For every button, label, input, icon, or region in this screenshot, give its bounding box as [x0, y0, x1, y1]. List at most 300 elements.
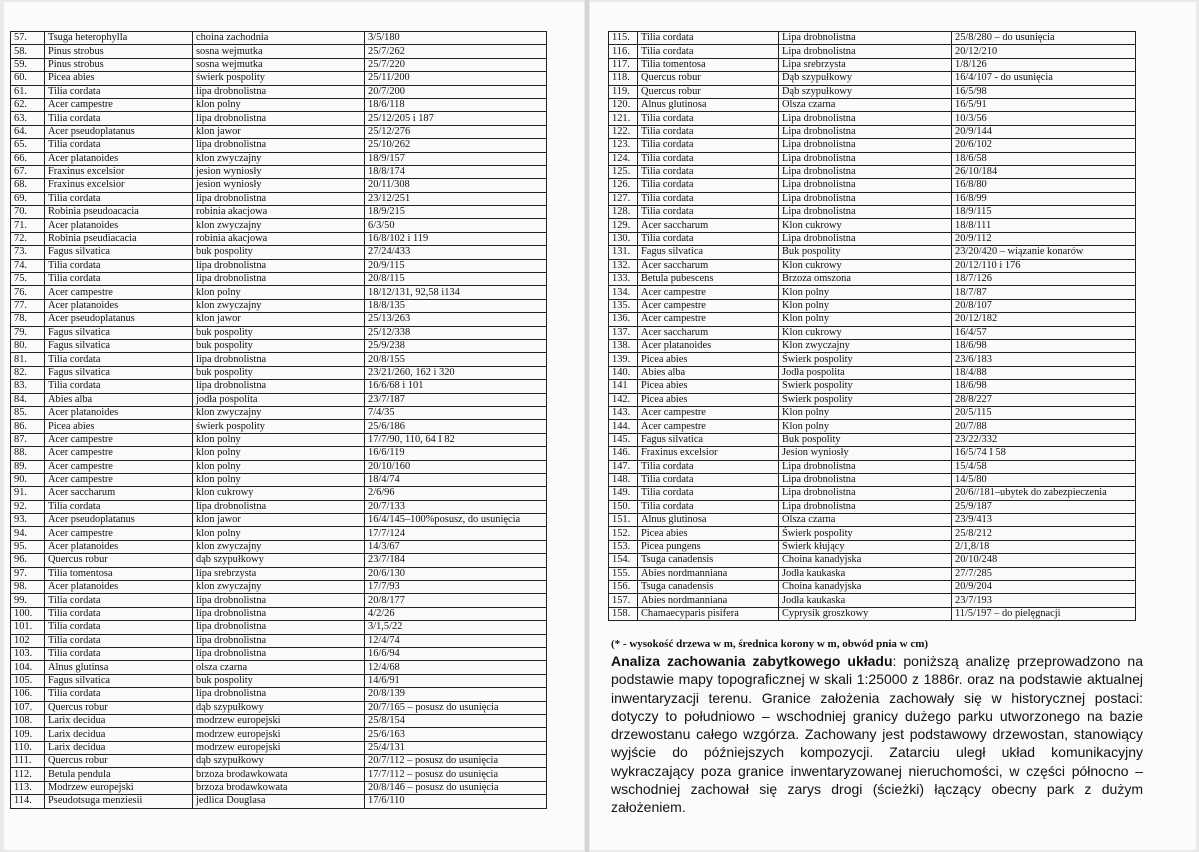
table-row: [11, 98, 547, 111]
table-row: [11, 755, 547, 768]
latin-name-cell: Robinia pseudoacacia: [45, 206, 193, 219]
table-row: [11, 339, 547, 352]
polish-name-cell: Lipa drobnolistna: [779, 45, 952, 58]
dimensions-cell: 20/7/133: [365, 500, 547, 513]
latin-name-cell: Abies nordmanniana: [638, 594, 779, 607]
table-row: [11, 152, 547, 165]
dimensions-cell: 17/7/124: [365, 527, 547, 540]
dimensions-cell: 16/8/80: [952, 179, 1136, 192]
row-number-cell: 157.: [609, 594, 638, 607]
latin-name-cell: Tilia tomentosa: [638, 58, 779, 71]
polish-name-cell: jedlica Douglasa: [193, 795, 365, 808]
dimensions-cell: 18/8/111: [952, 219, 1136, 232]
polish-name-cell: Jesion wyniosły: [779, 447, 952, 460]
polish-name-cell: klon zwyczajny: [193, 152, 365, 165]
polish-name-cell: Jodła pospolita: [779, 366, 952, 379]
row-number-cell: 92.: [11, 500, 45, 513]
latin-name-cell: Tilia cordata: [45, 634, 193, 647]
table-row: [11, 45, 547, 58]
dimensions-cell: 20/6/130: [365, 567, 547, 580]
dimensions-cell: 20/6/102: [952, 139, 1136, 152]
latin-name-cell: Pseudotsuga menziesii: [45, 795, 193, 808]
polish-name-cell: Lipa drobnolistna: [779, 165, 952, 178]
latin-name-cell: Tsuga canadensis: [638, 554, 779, 567]
row-number-cell: 143.: [609, 406, 638, 419]
dimensions-cell: 16/8/99: [952, 192, 1136, 205]
dimensions-cell: 26/10/184: [952, 165, 1136, 178]
dimensions-cell: 18/8/174: [365, 165, 547, 178]
polish-name-cell: klon polny: [193, 460, 365, 473]
row-number-cell: 145.: [609, 433, 638, 446]
polish-name-cell: robinia akacjowa: [193, 232, 365, 245]
row-number-cell: 146.: [609, 447, 638, 460]
row-number-cell: 79.: [11, 326, 45, 339]
dimensions-cell: 18/7/87: [952, 286, 1136, 299]
row-number-cell: 121.: [609, 112, 638, 125]
latin-name-cell: Tilia cordata: [638, 473, 779, 486]
polish-name-cell: lipa drobnolistna: [193, 647, 365, 660]
polish-name-cell: Świerk pospolity: [779, 353, 952, 366]
table-row: [609, 339, 1136, 352]
latin-name-cell: Fraxinus excelsior: [638, 447, 779, 460]
latin-name-cell: Fagus silvatica: [638, 246, 779, 259]
table-row: [11, 206, 547, 219]
row-number-cell: 119.: [609, 85, 638, 98]
table-row: [11, 393, 547, 406]
row-number-cell: 155.: [609, 567, 638, 580]
row-number-cell: 80.: [11, 339, 45, 352]
dimensions-cell: 20/8/177: [365, 594, 547, 607]
dimensions-cell: 17/6/110: [365, 795, 547, 808]
table-row: [11, 313, 547, 326]
dimensions-cell: 25/12/276: [365, 125, 547, 138]
table-row: [11, 581, 547, 594]
latin-name-cell: Acer saccharum: [638, 259, 779, 272]
polish-name-cell: Świerk pospolity: [779, 380, 952, 393]
dimensions-cell: 3/5/180: [365, 32, 547, 45]
polish-name-cell: Klon polny: [779, 286, 952, 299]
table-row: [609, 72, 1136, 85]
table-row: [11, 607, 547, 620]
latin-name-cell: Tilia cordata: [45, 139, 193, 152]
polish-name-cell: klon zwyczajny: [193, 581, 365, 594]
dimensions-cell: 20/6//181–ubytek do zabezpieczenia: [952, 487, 1136, 500]
polish-name-cell: Klon polny: [779, 420, 952, 433]
row-number-cell: 103.: [11, 647, 45, 660]
latin-name-cell: Acer platanoides: [45, 581, 193, 594]
polish-name-cell: klon polny: [193, 473, 365, 486]
table-row: [11, 259, 547, 272]
dimensions-cell: 18/9/215: [365, 206, 547, 219]
row-number-cell: 116.: [609, 45, 638, 58]
table-row: [609, 139, 1136, 152]
row-number-cell: 95.: [11, 540, 45, 553]
dimensions-cell: 23/21/260, 162 i 320: [365, 366, 547, 379]
polish-name-cell: klon polny: [193, 98, 365, 111]
latin-name-cell: Tilia cordata: [45, 85, 193, 98]
latin-name-cell: Quercus robur: [45, 554, 193, 567]
polish-name-cell: buk pospolity: [193, 366, 365, 379]
latin-name-cell: Betula pubescens: [638, 273, 779, 286]
table-row: [609, 567, 1136, 580]
row-number-cell: 131.: [609, 246, 638, 259]
polish-name-cell: lipa drobnolistna: [193, 259, 365, 272]
dimensions-cell: 12/4/68: [365, 661, 547, 674]
row-number-cell: 107.: [11, 701, 45, 714]
polish-name-cell: świerk pospolity: [193, 72, 365, 85]
table-row: [11, 139, 547, 152]
row-number-cell: 139.: [609, 353, 638, 366]
table-row: [11, 701, 547, 714]
latin-name-cell: Fagus silvatica: [45, 246, 193, 259]
polish-name-cell: brzoza brodawkowata: [193, 768, 365, 781]
row-number-cell: 75.: [11, 273, 45, 286]
latin-name-cell: Picea abies: [638, 353, 779, 366]
dimensions-cell: 25/4/131: [365, 741, 547, 754]
latin-name-cell: Tilia cordata: [45, 647, 193, 660]
dimensions-cell: 28/8/227: [952, 393, 1136, 406]
dimensions-cell: 18/9/115: [952, 206, 1136, 219]
table-row: [609, 581, 1136, 594]
polish-name-cell: robinia akacjowa: [193, 206, 365, 219]
dimensions-cell: 23/6/183: [952, 353, 1136, 366]
latin-name-cell: Acer platanoides: [638, 339, 779, 352]
row-number-cell: 94.: [11, 527, 45, 540]
latin-name-cell: Tilia cordata: [45, 607, 193, 620]
row-number-cell: 65.: [11, 139, 45, 152]
polish-name-cell: klon polny: [193, 433, 365, 446]
table-row: [609, 326, 1136, 339]
row-number-cell: 113.: [11, 781, 45, 794]
polish-name-cell: jesion wyniosły: [193, 165, 365, 178]
table-row: [11, 500, 547, 513]
dimensions-cell: 20/9/144: [952, 125, 1136, 138]
polish-name-cell: olsza czarna: [193, 661, 365, 674]
polish-name-cell: lipa drobnolistna: [193, 594, 365, 607]
latin-name-cell: Tilia cordata: [638, 192, 779, 205]
table-row: [11, 487, 547, 500]
table-row: [11, 781, 547, 794]
latin-name-cell: Acer campestre: [45, 286, 193, 299]
row-number-cell: 108.: [11, 714, 45, 727]
row-number-cell: 126.: [609, 179, 638, 192]
table-row: [609, 607, 1136, 620]
row-number-cell: 69.: [11, 192, 45, 205]
latin-name-cell: Picea abies: [45, 72, 193, 85]
latin-name-cell: Tilia cordata: [638, 206, 779, 219]
polish-name-cell: klon zwyczajny: [193, 219, 365, 232]
latin-name-cell: Acer campestre: [45, 473, 193, 486]
latin-name-cell: Acer campestre: [45, 460, 193, 473]
latin-name-cell: Chamaecyparis pisifera: [638, 607, 779, 620]
row-number-cell: 128.: [609, 206, 638, 219]
latin-name-cell: Acer saccharum: [638, 219, 779, 232]
dimensions-cell: 16/5/74 I 58: [952, 447, 1136, 460]
latin-name-cell: Acer platanoides: [45, 406, 193, 419]
table-row: [11, 286, 547, 299]
latin-name-cell: Modrzew europejski: [45, 781, 193, 794]
dimensions-cell: 15/4/58: [952, 460, 1136, 473]
row-number-cell: 140.: [609, 366, 638, 379]
latin-name-cell: Acer campestre: [638, 406, 779, 419]
dimensions-cell: 20/10/160: [365, 460, 547, 473]
table-row: [609, 286, 1136, 299]
dimensions-cell: 20/8/115: [365, 273, 547, 286]
latin-name-cell: Tilia tomentosa: [45, 567, 193, 580]
table-row: [11, 32, 547, 45]
table-row: [609, 85, 1136, 98]
polish-name-cell: choina zachodnia: [193, 32, 365, 45]
row-number-cell: 122.: [609, 125, 638, 138]
row-number-cell: 112.: [11, 768, 45, 781]
row-number-cell: 151.: [609, 514, 638, 527]
latin-name-cell: Tilia cordata: [45, 192, 193, 205]
table-row: [11, 460, 547, 473]
table-row: [609, 232, 1136, 245]
polish-name-cell: lipa drobnolistna: [193, 353, 365, 366]
dimensions-cell: 16/5/91: [952, 98, 1136, 111]
row-number-cell: 100.: [11, 607, 45, 620]
latin-name-cell: Tilia cordata: [45, 621, 193, 634]
table-row: [11, 540, 547, 553]
polish-name-cell: jesion wyniosły: [193, 179, 365, 192]
latin-name-cell: Acer platanoides: [45, 540, 193, 553]
analysis-paragraph: [611, 652, 1143, 817]
table-row: [609, 500, 1136, 513]
table-row: [609, 487, 1136, 500]
latin-name-cell: Acer campestre: [45, 98, 193, 111]
latin-name-cell: Acer campestre: [638, 420, 779, 433]
dimensions-footnote: (* - wysokość drzewa w m, średnica korony w m, obwód pnia w cm): [611, 638, 929, 650]
latin-name-cell: Fagus silvatica: [638, 433, 779, 446]
dimensions-cell: 16/4/145–100%posusz, do usunięcia: [365, 514, 547, 527]
table-row: [11, 768, 547, 781]
polish-name-cell: Klon polny: [779, 299, 952, 312]
polish-name-cell: brzoza brodawkowata: [193, 781, 365, 794]
latin-name-cell: Fagus silvatica: [45, 674, 193, 687]
polish-name-cell: lipa drobnolistna: [193, 139, 365, 152]
table-row: [609, 219, 1136, 232]
latin-name-cell: Picea abies: [638, 380, 779, 393]
polish-name-cell: klon zwyczajny: [193, 299, 365, 312]
polish-name-cell: Lipa drobnolistna: [779, 232, 952, 245]
polish-name-cell: Dąb szypułkowy: [779, 72, 952, 85]
row-number-cell: 93.: [11, 514, 45, 527]
polish-name-cell: Klon polny: [779, 406, 952, 419]
table-row: [11, 634, 547, 647]
row-number-cell: 147.: [609, 460, 638, 473]
row-number-cell: 105.: [11, 674, 45, 687]
table-row: [11, 366, 547, 379]
table-row: [11, 433, 547, 446]
row-number-cell: 88.: [11, 447, 45, 460]
row-number-cell: 104.: [11, 661, 45, 674]
latin-name-cell: Tsuga canadensis: [638, 581, 779, 594]
row-number-cell: 148.: [609, 473, 638, 486]
table-row: [11, 273, 547, 286]
table-row: [11, 406, 547, 419]
table-row: [609, 45, 1136, 58]
dimensions-cell: 23/12/251: [365, 192, 547, 205]
row-number-cell: 152.: [609, 527, 638, 540]
row-number-cell: 118.: [609, 72, 638, 85]
dimensions-cell: 20/8/107: [952, 299, 1136, 312]
table-row: [11, 674, 547, 687]
latin-name-cell: Fagus silvatica: [45, 339, 193, 352]
latin-name-cell: Tilia cordata: [638, 179, 779, 192]
dimensions-cell: 23/9/413: [952, 514, 1136, 527]
row-number-cell: 133.: [609, 273, 638, 286]
latin-name-cell: Abies alba: [45, 393, 193, 406]
dimensions-cell: 16/8/102 i 119: [365, 232, 547, 245]
row-number-cell: 78.: [11, 313, 45, 326]
table-row: [11, 420, 547, 433]
table-row: [609, 447, 1136, 460]
table-row: [11, 514, 547, 527]
row-number-cell: 124.: [609, 152, 638, 165]
row-number-cell: 83.: [11, 380, 45, 393]
dimensions-cell: 16/6/94: [365, 647, 547, 660]
latin-name-cell: Picea abies: [638, 393, 779, 406]
dimensions-cell: 27/24/433: [365, 246, 547, 259]
dimensions-cell: 20/10/248: [952, 554, 1136, 567]
polish-name-cell: lipa drobnolistna: [193, 85, 365, 98]
row-number-cell: 72.: [11, 232, 45, 245]
dimensions-cell: 18/4/88: [952, 366, 1136, 379]
table-row: [11, 567, 547, 580]
dimensions-cell: 25/7/262: [365, 45, 547, 58]
latin-name-cell: Larix decidua: [45, 728, 193, 741]
dimensions-cell: 20/12/210: [952, 45, 1136, 58]
table-row: [11, 728, 547, 741]
polish-name-cell: Cyprysik groszkowy: [779, 607, 952, 620]
table-row: [11, 232, 547, 245]
row-number-cell: 57.: [11, 32, 45, 45]
dimensions-cell: 25/12/338: [365, 326, 547, 339]
dimensions-cell: 25/8/154: [365, 714, 547, 727]
table-row: [609, 125, 1136, 138]
table-row: [609, 554, 1136, 567]
row-number-cell: 62.: [11, 98, 45, 111]
polish-name-cell: Olsza czarna: [779, 98, 952, 111]
dimensions-cell: 20/12/110 i 176: [952, 259, 1136, 272]
dimensions-cell: 18/6/98: [952, 380, 1136, 393]
row-number-cell: 98.: [11, 581, 45, 594]
dimensions-cell: 14/5/80: [952, 473, 1136, 486]
row-number-cell: 90.: [11, 473, 45, 486]
table-row: [11, 219, 547, 232]
polish-name-cell: Lipa drobnolistna: [779, 473, 952, 486]
dimensions-cell: 14/3/67: [365, 540, 547, 553]
table-row: [609, 380, 1136, 393]
table-row: [11, 741, 547, 754]
latin-name-cell: Fraxinus excelsior: [45, 165, 193, 178]
row-number-cell: 127.: [609, 192, 638, 205]
polish-name-cell: Lipa drobnolistna: [779, 460, 952, 473]
polish-name-cell: lipa drobnolistna: [193, 688, 365, 701]
latin-name-cell: Tsuga heterophylla: [45, 32, 193, 45]
row-number-cell: 129.: [609, 219, 638, 232]
polish-name-cell: lipa drobnolistna: [193, 500, 365, 513]
latin-name-cell: Acer campestre: [45, 447, 193, 460]
row-number-cell: 101.: [11, 621, 45, 634]
table-row: [609, 112, 1136, 125]
tree-inventory-table-right: [608, 31, 1136, 621]
latin-name-cell: Tilia cordata: [638, 45, 779, 58]
dimensions-cell: 20/9/112: [952, 232, 1136, 245]
polish-name-cell: modrzew europejski: [193, 741, 365, 754]
row-number-cell: 115.: [609, 32, 638, 45]
latin-name-cell: Acer saccharum: [638, 326, 779, 339]
table-row: [609, 527, 1136, 540]
table-row: [609, 98, 1136, 111]
polish-name-cell: dąb szypułkowy: [193, 554, 365, 567]
latin-name-cell: Acer pseudoplatanus: [45, 125, 193, 138]
polish-name-cell: Buk pospolity: [779, 246, 952, 259]
latin-name-cell: Fagus silvatica: [45, 326, 193, 339]
polish-name-cell: Lipa drobnolistna: [779, 125, 952, 138]
row-number-cell: 97.: [11, 567, 45, 580]
table-row: [609, 299, 1136, 312]
dimensions-cell: 20/7/165 – posusz do usunięcia: [365, 701, 547, 714]
dimensions-cell: 7/4/35: [365, 406, 547, 419]
row-number-cell: 58.: [11, 45, 45, 58]
row-number-cell: 74.: [11, 259, 45, 272]
table-row: [609, 246, 1136, 259]
row-number-cell: 91.: [11, 487, 45, 500]
latin-name-cell: Tilia cordata: [638, 139, 779, 152]
latin-name-cell: Abies alba: [638, 366, 779, 379]
row-number-cell: 150.: [609, 500, 638, 513]
table-row: [11, 353, 547, 366]
table-row: [11, 527, 547, 540]
row-number-cell: 156.: [609, 581, 638, 594]
table-row: [11, 246, 547, 259]
polish-name-cell: dąb szypułkowy: [193, 701, 365, 714]
dimensions-cell: 20/9/115: [365, 259, 547, 272]
latin-name-cell: Robinia pseudiacacia: [45, 232, 193, 245]
dimensions-cell: 25/13/263: [365, 313, 547, 326]
polish-name-cell: klon zwyczajny: [193, 406, 365, 419]
row-number-cell: 120.: [609, 98, 638, 111]
latin-name-cell: Picea abies: [45, 420, 193, 433]
row-number-cell: 114.: [11, 795, 45, 808]
row-number-cell: 142.: [609, 393, 638, 406]
row-number-cell: 134.: [609, 286, 638, 299]
latin-name-cell: Alnus glutinosa: [638, 98, 779, 111]
table-row: [609, 366, 1136, 379]
table-row: [609, 406, 1136, 419]
polish-name-cell: Lipa drobnolistna: [779, 139, 952, 152]
row-number-cell: 59.: [11, 58, 45, 71]
row-number-cell: 137.: [609, 326, 638, 339]
latin-name-cell: Tilia cordata: [45, 500, 193, 513]
latin-name-cell: Quercus robur: [45, 755, 193, 768]
dimensions-cell: 17/7/90, 110, 64 I 82: [365, 433, 547, 446]
row-number-cell: 64.: [11, 125, 45, 138]
dimensions-cell: 18/9/157: [365, 152, 547, 165]
dimensions-cell: 6/3/50: [365, 219, 547, 232]
polish-name-cell: klon jawor: [193, 313, 365, 326]
polish-name-cell: lipa drobnolistna: [193, 607, 365, 620]
polish-name-cell: Olsza czarna: [779, 514, 952, 527]
table-row: [609, 206, 1136, 219]
row-number-cell: 158.: [609, 607, 638, 620]
row-number-cell: 123.: [609, 139, 638, 152]
row-number-cell: 153.: [609, 540, 638, 553]
latin-name-cell: Fraxinus excelsior: [45, 179, 193, 192]
polish-name-cell: klon cukrowy: [193, 487, 365, 500]
